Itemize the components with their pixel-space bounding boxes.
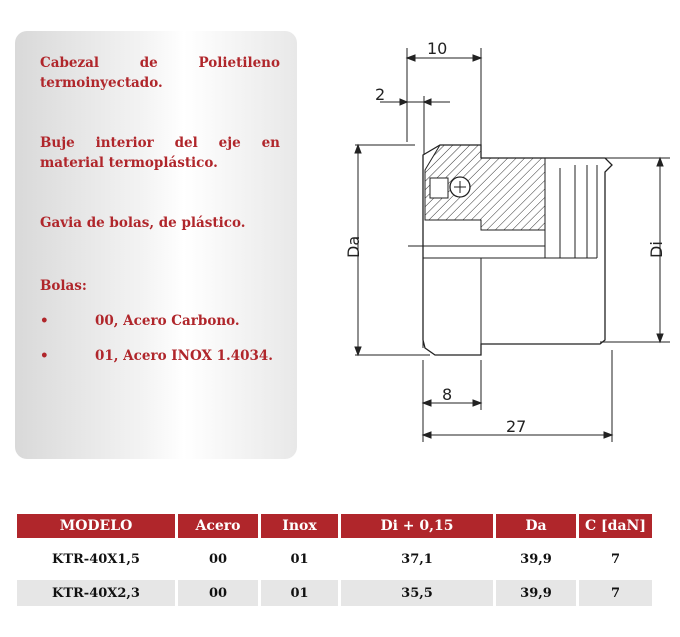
bullet-icon: •: [40, 313, 49, 329]
bullet-item: [0, 348, 274, 364]
col-header: Inox: [261, 514, 338, 538]
dim-27-label: 27: [506, 417, 527, 436]
cell-c: 7: [579, 580, 652, 606]
bullet-item: [0, 313, 240, 329]
bullet-icon: •: [40, 348, 49, 364]
col-header: Da: [496, 514, 576, 538]
cell-da: 39,9: [520, 551, 552, 567]
cell-acero: 00: [208, 551, 228, 567]
dim-di-label: Di: [647, 241, 666, 258]
dim-2-label: 2: [375, 85, 386, 104]
technical-drawing: [330, 30, 670, 450]
col-header: C [daN]: [579, 514, 652, 538]
desc-balls: Bolas:: [40, 278, 87, 294]
table-row: [17, 580, 652, 606]
dim-8-label: 8: [442, 385, 453, 404]
desc-head: Cabezal de Polietileno termoinyectado.: [40, 55, 280, 91]
col-header: MODELO: [17, 514, 175, 538]
bullet-text: 01, Acero INOX 1.4034.: [95, 348, 274, 364]
cell-inox: 01: [261, 580, 338, 606]
cell-c: 7: [610, 551, 621, 567]
specs-table: [14, 514, 655, 606]
table-row: [17, 546, 652, 572]
cell-acero: 00: [178, 580, 258, 606]
col-header: Acero: [178, 514, 258, 538]
dim-da-label: Da: [344, 235, 363, 258]
cell-da: 39,9: [496, 580, 576, 606]
cell-inox: 01: [290, 551, 309, 567]
cell-di: 35,5: [341, 580, 493, 606]
bullet-text: 00, Acero Carbono.: [95, 313, 240, 329]
cell-di: 37,1: [401, 551, 433, 567]
cell-modelo: KTR-40X2,3: [17, 580, 175, 606]
cell-modelo: KTR-40X1,5: [52, 551, 140, 567]
desc-bushing: Buje interior del eje en material termoplástico.: [40, 135, 280, 171]
desc-cage: Gavia de bolas, de plástico.: [40, 215, 246, 231]
description-panel: [15, 31, 297, 459]
dim-10-label: 10: [427, 39, 448, 58]
col-header: Di + 0,15: [341, 514, 493, 538]
